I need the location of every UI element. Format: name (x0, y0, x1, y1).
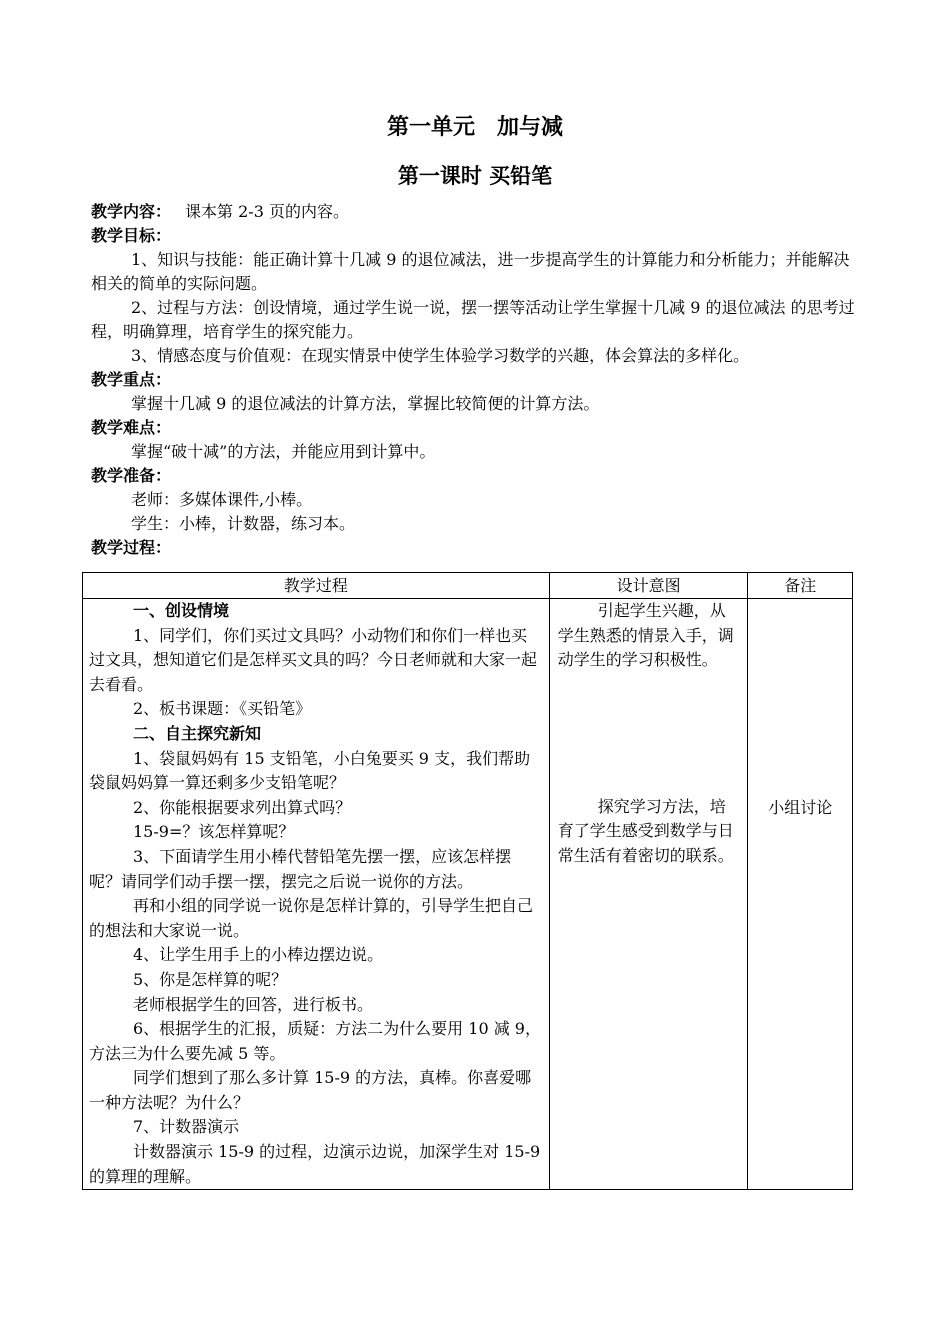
table-row (83, 599, 853, 1190)
header-design: 设计意图 (549, 573, 748, 599)
preparation-student: 学生：小棒，计数器，练习本。 (131, 514, 356, 533)
objective-item: 2、过程与方法：创设情境，通过学生说一说，摆一摆等活动让学生掌握十几减 9 的退位减法 的思考过程，明确算理，培育学生的探究能力。 (91, 298, 855, 341)
page-title: 第一单元 加与减 (386, 115, 563, 140)
process-step: 15-9=？该怎样算呢？ (133, 822, 295, 842)
difficulty-label: 教学难点： (91, 418, 172, 437)
preparation-teacher: 老师：多媒体课件,小棒。 (131, 490, 313, 509)
content-label: 教学内容： (91, 202, 172, 221)
process-step: 5、你是怎样算的呢？ (133, 969, 288, 989)
process-step: 4、让学生用手上的小棒边摆边说。 (133, 945, 384, 965)
design-cell (549, 599, 748, 1190)
note-text: 小组讨论 (768, 798, 833, 817)
content-row (91, 200, 861, 224)
header-note: 备注 (748, 573, 853, 599)
key-point-label: 教学重点： (91, 370, 172, 389)
process-step: 3、下面请学生用小棒代替铅笔先摆一摆，应该怎样摆呢？请同学们动手摆一摆，摆完之后说一说你的方法。 (89, 846, 512, 891)
process-step: 同学们想到了那么多计算 15-9 的方法，真棒。你喜爱哪一种方法呢？为什么？ (89, 1068, 532, 1112)
process-step: 老师根据学生的回答，进行板书。 (133, 994, 374, 1014)
process-step: 2、你能根据要求列出算式吗？ (133, 797, 352, 817)
process-step: 6、根据学生的汇报，质疑：方法二为什么要用 10 减 9，方法三为什么要先减 5 等。 (89, 1019, 541, 1063)
process-step: 再和小组的同学说一说你是怎样计算的，引导学生把自己的想法和大家说一说。 (89, 896, 534, 940)
process-step: 一、创设情境 (133, 601, 230, 620)
header-process: 教学过程 (83, 573, 550, 599)
note-cell (748, 599, 853, 1190)
preparation-label: 教学准备： (91, 466, 172, 485)
design-item: 探究学习方法，培育了学生感受到数学与日常生活有着密切的联系。 (557, 796, 734, 865)
objective-item: 1、知识与技能：能正确计算十几减 9 的退位减法，进一步提高学生的计算能力和分析能力；并能解决相关的简单的实际问题。 (91, 250, 850, 293)
difficulty-text: 掌握“破十减”的方法，并能应用到计算中。 (131, 442, 436, 461)
process-cell (83, 599, 550, 1190)
lesson-info (91, 200, 861, 560)
content-text: 课本第 2-3 页的内容。 (185, 202, 349, 221)
lesson-subtitle: 第一课时 买铅笔 (397, 164, 553, 188)
process-label: 教学过程： (91, 538, 172, 557)
process-step: 1、袋鼠妈妈有 15 支铅笔，小白兔要买 9 支，我们帮助袋鼠妈妈算一算还剩多少支铅笔呢？ (89, 748, 531, 793)
objective-item: 3、情感态度与价值观：在现实情景中使学生体验学习数学的兴趣，体会算法的多样化。 (131, 346, 750, 365)
objectives-label: 教学目标： (91, 226, 172, 245)
design-item: 引起学生兴趣，从学生熟悉的情景入手，调动学生的学习积极性。 (557, 601, 734, 670)
process-step: 1、同学们，你们买过文具吗？小动物们和你们一样也买过文具，想知道它们是怎样买文具的吗？今日老师就和大家一起去看看。 (89, 625, 538, 694)
process-table (82, 572, 853, 1190)
process-step: 7、计数器演示 (133, 1117, 240, 1137)
key-point-text: 掌握十几减 9 的退位减法的计算方法，掌握比较简便的计算方法。 (131, 394, 600, 413)
process-step: 二、自主探究新知 (133, 723, 262, 743)
process-step: 计数器演示 15-9 的过程，边演示边说，加深学生对 15-9 的算理的理解。 (89, 1142, 541, 1186)
table-header-row (83, 573, 853, 599)
process-step: 2、板书课题：《买铅笔》 (133, 699, 312, 719)
